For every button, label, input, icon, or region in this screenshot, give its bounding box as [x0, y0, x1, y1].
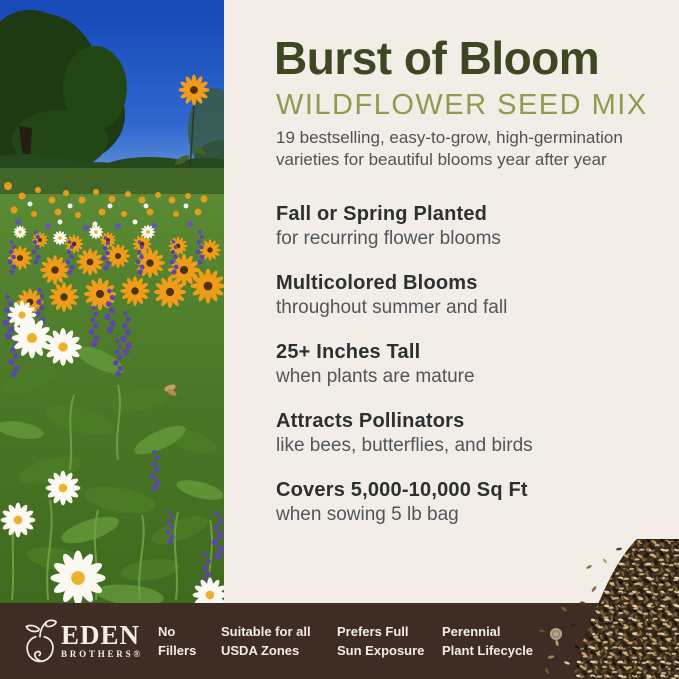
badge-line: Prefers Full [337, 624, 409, 639]
badge-line: Fillers [158, 643, 197, 658]
feature-detail: like bees, butterflies, and birds [276, 435, 533, 456]
wildflower-photo-illustration [0, 0, 224, 603]
feature-detail: when sowing 5 lb bag [276, 504, 459, 525]
badge-line: Sun Exposure [337, 643, 425, 658]
feature-planting-season [276, 202, 656, 251]
feature-bloom-color [276, 271, 656, 320]
feature-heading: Multicolored Blooms [276, 272, 478, 294]
feature-pollinators [276, 409, 656, 458]
feature-detail: when plants are mature [276, 366, 475, 387]
eden-brothers-logo [23, 618, 143, 664]
feature-coverage [276, 478, 656, 527]
brand-text [61, 622, 143, 660]
brand-subname: BROTHERS® [61, 649, 143, 659]
feature-heading: Fall or Spring Planted [276, 203, 488, 225]
badge-line: Plant Lifecycle [442, 643, 534, 658]
feature-heading: Covers 5,000-10,000 Sq Ft [276, 479, 528, 501]
badge-line: Suitable for all [221, 624, 311, 639]
feature-detail: throughout summer and fall [276, 297, 508, 318]
apple-sprout-icon [23, 618, 57, 664]
product-description: 19 bestselling, easy-to-grow, high-germination varieties for beautiful blooms year after year [276, 128, 623, 169]
badge-usda-zones [221, 622, 311, 660]
product-subtitle: WILDFLOWER SEED MIX [276, 89, 648, 121]
footer-bar [0, 603, 679, 679]
feature-heading: Attracts Pollinators [276, 410, 465, 432]
badge-line: Perennial [442, 624, 501, 639]
badge-line: No [158, 624, 176, 639]
feature-height [276, 340, 656, 389]
brand-name: EDEN [61, 620, 141, 650]
feature-list [276, 202, 656, 547]
feature-detail: for recurring flower blooms [276, 228, 501, 249]
page-title: Burst of Bloom [274, 32, 600, 84]
badge-line: USDA Zones [221, 643, 300, 658]
badge-no-fillers [158, 622, 196, 660]
badge-sun-exposure [337, 622, 424, 660]
feature-heading: 25+ Inches Tall [276, 341, 421, 363]
wildflower-photo [0, 0, 224, 603]
badge-lifecycle [442, 622, 533, 660]
